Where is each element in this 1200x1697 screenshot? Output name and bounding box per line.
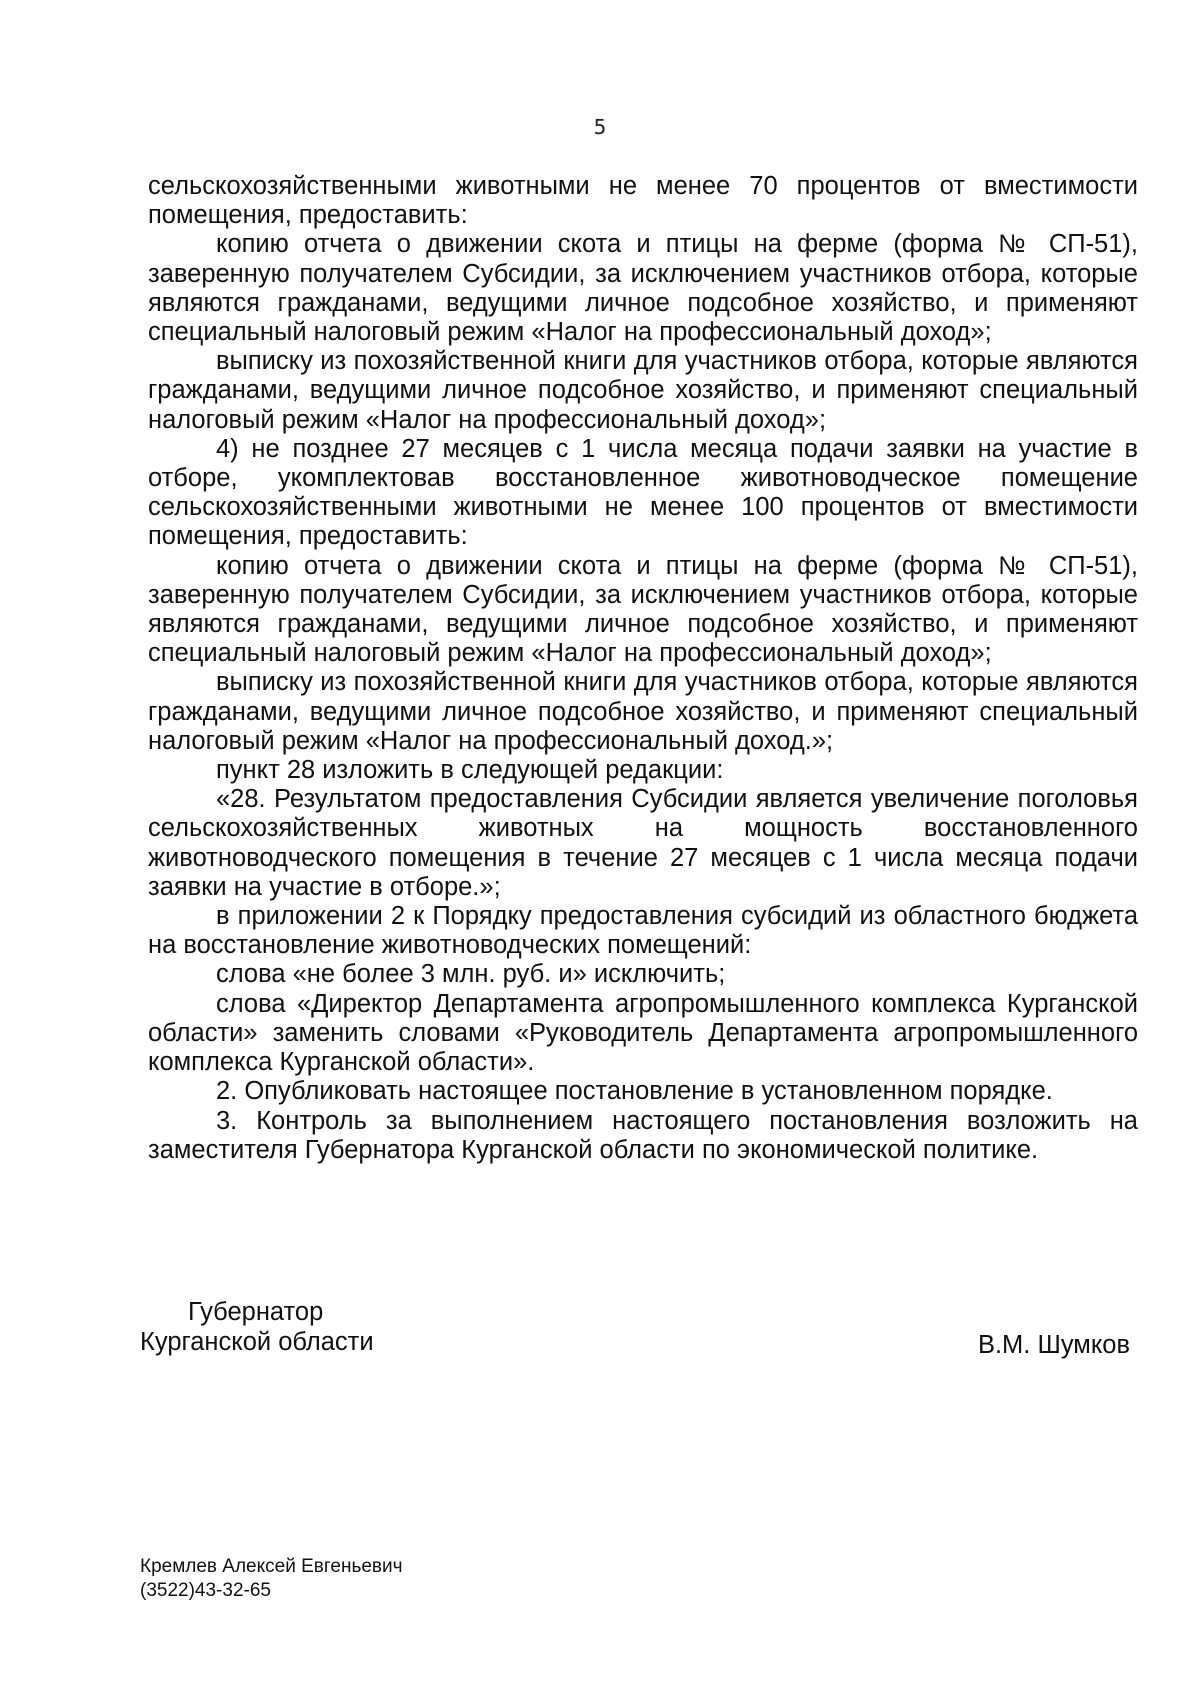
- paragraph: слова «не более 3 млн. руб. и» исключить;: [216, 960, 726, 989]
- paragraph: пункт 28 изложить в следующей редакции:: [216, 756, 724, 785]
- paragraph: копию отчета о движении скота и птицы на ферме (форма № СП-51), заверенную получателем Субсидии, за исключением участников отбора, которые являются гражданами, ведущими личное подсобное хозяйство, и применяют специальный налоговый режим «Налог на профессиональный доход»;: [148, 551, 1138, 668]
- paragraph: выписку из похозяйственной книги для участников отбора, которые являются гражданами, ведущими личное подсобное хозяйство, и применяют специальный налоговый режим «Налог на профессиональный доход.»;: [148, 668, 1138, 755]
- contact-name: Кремлев Алексей Евгеньевич: [140, 1556, 403, 1577]
- contact-phone: (3522)43-32-65: [140, 1580, 271, 1601]
- paragraph: в приложении 2 к Порядку предоставления субсидий из областного бюджета на восстановление животноводческих помещений:: [148, 902, 1138, 960]
- contact-block: [140, 1555, 403, 1603]
- paragraph: «28. Результатом предоставления Субсидии является увеличение поголовья сельскохозяйственных животных на мощность восстановленного животноводческого помещения в течение 27 месяцев с 1 числа месяца подачи заявки на участие в отборе.»;: [148, 785, 1138, 901]
- paragraph: копию отчета о движении скота и птицы на ферме (форма № СП-51), заверенную получателем Субсидии, за исключением участников отбора, которые являются гражданами, ведущими личное подсобное хозяйство, и применяют специальный налоговый режим «Налог на профессиональный доход»;: [148, 230, 1138, 347]
- page-number: 5: [593, 115, 607, 139]
- paragraph: 2. Опубликовать настоящее постановление в установленном порядке.: [216, 1077, 1053, 1106]
- signature-position: Губернатор: [188, 1298, 324, 1326]
- paragraph: сельскохозяйственными животными не менее 70 процентов от вместимости помещения, предоставить:: [148, 172, 1138, 230]
- paragraph: 3. Контроль за выполнением настоящего постановления возложить на заместителя Губернатора Курганской области по экономической политике.: [148, 1106, 1138, 1164]
- document-body: [148, 172, 1138, 1165]
- signature-region: Курганской области: [140, 1328, 374, 1356]
- paragraph: слова «Директор Департамента агропромышленного комплекса Курганской области» заменить словами «Руководитель Департамента агропромышленного комплекса Курганской области».: [148, 989, 1138, 1077]
- signature-name: В.М. Шумков: [977, 1331, 1130, 1359]
- paragraph: выписку из похозяйственной книги для участников отбора, которые являются гражданами, ведущими личное подсобное хозяйство, и применяют специальный налоговый режим «Налог на профессиональный доход»;: [148, 347, 1138, 434]
- paragraph: 4) не позднее 27 месяцев с 1 числа месяца подачи заявки на участие в отборе, укомплектовав восстановленное животноводческое помещение сельскохозяйственными животными не менее 100 процентов от вместимости помещения, предоставить:: [148, 434, 1138, 551]
- signature-title: [140, 1297, 374, 1357]
